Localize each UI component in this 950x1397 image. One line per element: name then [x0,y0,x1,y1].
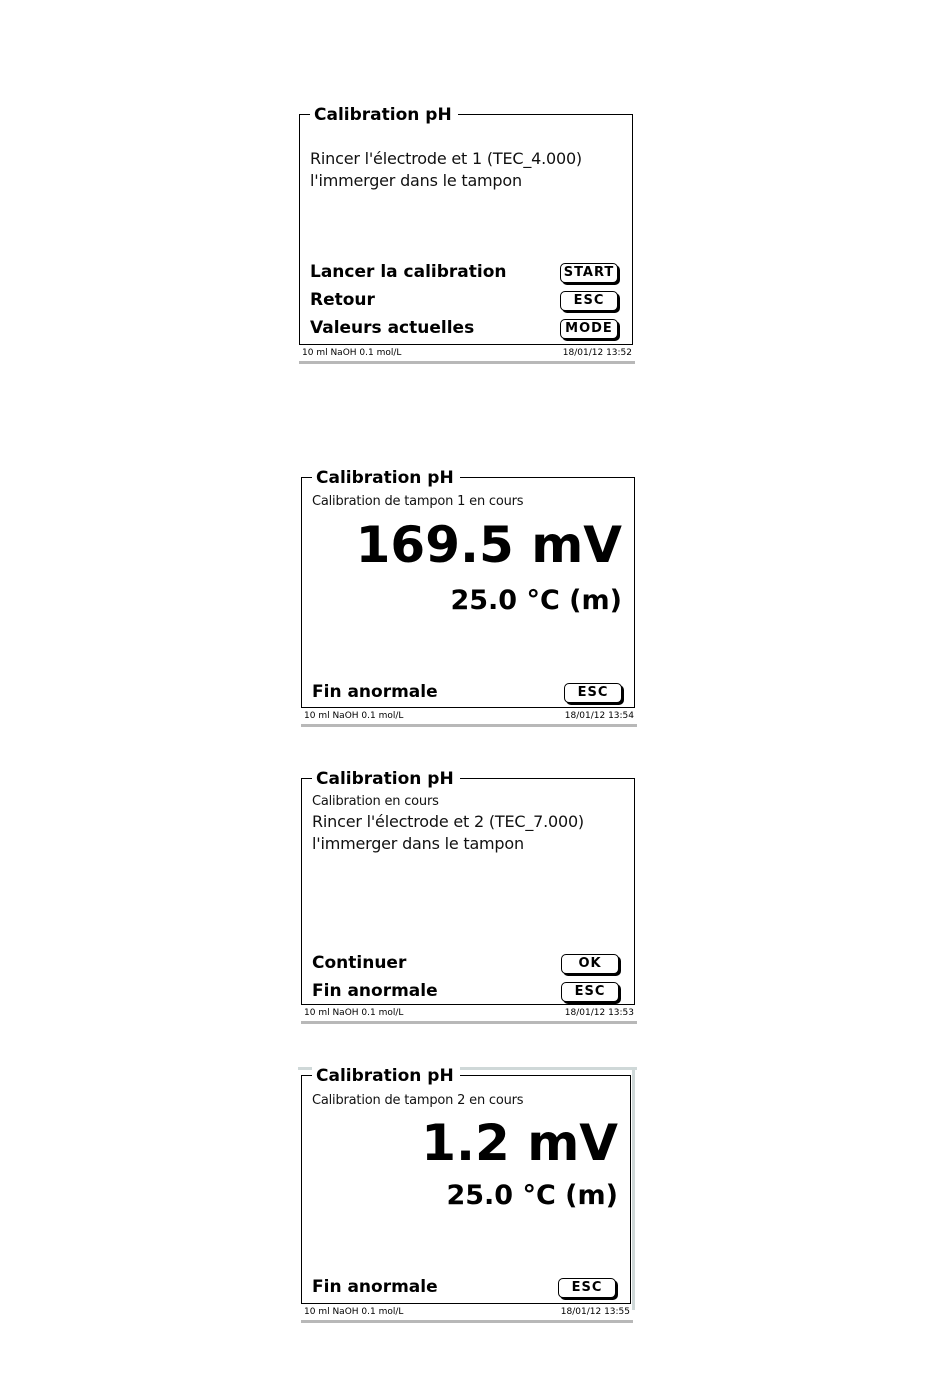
measured-potential-value: 1.2 mV [421,1114,618,1172]
action-label-abort: Fin anormale [312,1277,438,1297]
status-subtitle: Calibration en cours [312,794,439,809]
method-label: 10 ml NaOH 0.1 mol/L [304,711,404,721]
screen-calibration-buffer-1-running [301,468,637,725]
action-label-abort: Fin anormale [312,682,438,702]
temperature-value: 25.0 °C (m) [446,1180,618,1211]
status-bar [301,708,637,727]
status-bar [301,1005,637,1024]
dialog-panel [301,468,635,708]
esc-button[interactable]: ESC [560,291,618,311]
action-label-start-calibration: Lancer la calibration [310,262,507,282]
temperature-value: 25.0 °C (m) [450,585,622,616]
status-subtitle: Calibration de tampon 2 en cours [312,1093,524,1108]
dialog-panel [301,1066,631,1304]
datetime-label: 18/01/12 13:55 [560,1307,630,1317]
status-subtitle: Calibration de tampon 1 en cours [312,494,524,509]
action-label-back: Retour [310,290,375,310]
status-bar [299,345,635,364]
panel-title: Calibration pH [312,770,460,788]
esc-button[interactable]: ESC [558,1278,616,1298]
action-label-continue: Continuer [312,953,407,973]
dialog-panel [301,769,635,1005]
mode-button[interactable]: MODE [560,319,618,339]
instruction-line-2: l'immerger dans le tampon [310,171,522,190]
esc-button[interactable]: ESC [561,982,619,1002]
screen-calibration-buffer-1-prompt [299,105,635,362]
screen-calibration-buffer-2-running [301,1066,635,1321]
panel-title: Calibration pH [310,106,458,124]
esc-button[interactable]: ESC [564,683,622,703]
screen-calibration-buffer-2-prompt [301,769,637,1026]
panel-edge-shade [632,1067,635,1310]
panel-title: Calibration pH [312,469,460,487]
datetime-label: 18/01/12 13:53 [564,1008,634,1018]
instruction-line-1: Rincer l'électrode et 2 (TEC_7.000) [312,812,584,831]
instruction-line-2: l'immerger dans le tampon [312,834,524,853]
action-label-current-values: Valeurs actuelles [310,318,475,338]
instruction-line-1: Rincer l'électrode et 1 (TEC_4.000) [310,149,582,168]
method-label: 10 ml NaOH 0.1 mol/L [302,348,402,358]
datetime-label: 18/01/12 13:52 [562,348,632,358]
panel-title: Calibration pH [312,1067,460,1085]
ok-button[interactable]: OK [561,954,619,974]
status-bar [301,1304,633,1323]
dialog-panel [299,105,633,345]
method-label: 10 ml NaOH 0.1 mol/L [304,1307,404,1317]
measured-potential-value: 169.5 mV [355,516,622,574]
action-label-abort: Fin anormale [312,981,438,1001]
datetime-label: 18/01/12 13:54 [564,711,634,721]
start-button[interactable]: START [560,263,618,283]
method-label: 10 ml NaOH 0.1 mol/L [304,1008,404,1018]
